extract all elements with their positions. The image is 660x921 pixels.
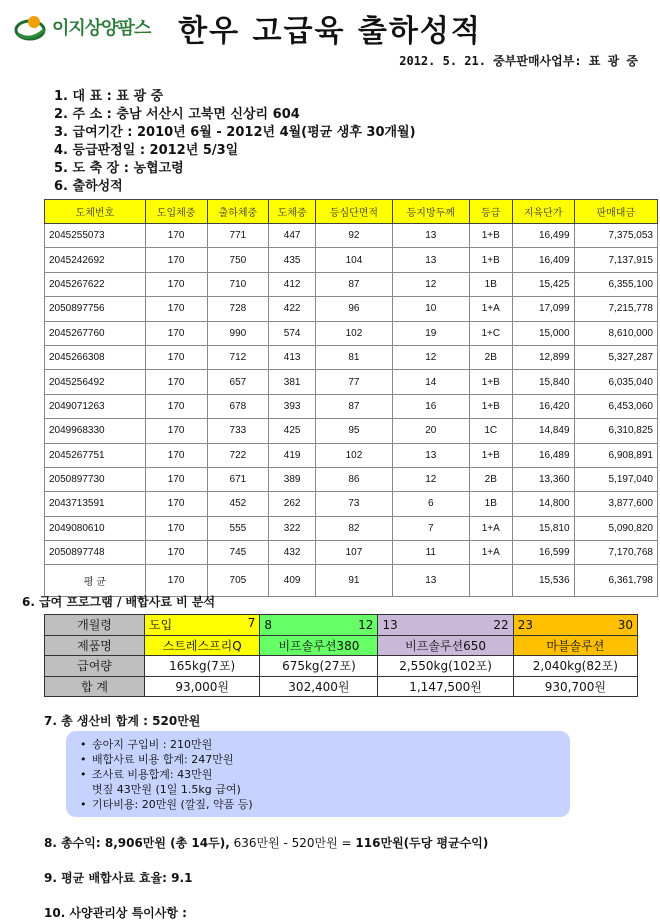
table-cell: 432 <box>269 541 316 565</box>
table-cell: 12 <box>392 345 469 369</box>
table-cell: 2050897730 <box>45 467 146 491</box>
table-cell: 705 <box>207 565 269 597</box>
table-cell: 2045267751 <box>45 443 146 467</box>
info-slaughterhouse: 5. 도 축 장 : 농협고령 <box>54 161 184 176</box>
table-cell: 12 <box>392 467 469 491</box>
total-cell: 302,400원 <box>260 676 378 697</box>
table-cell: 2045267760 <box>45 321 146 345</box>
table-cell: 20 <box>392 419 469 443</box>
table-row <box>45 370 658 394</box>
section-7-title: 7. 총 생산비 합계 : 520만원 <box>44 714 201 728</box>
column-header: 도체번호 <box>45 200 146 224</box>
table-cell: 170 <box>145 492 207 516</box>
table-cell: 389 <box>269 467 316 491</box>
table-cell: 7,170,768 <box>574 541 657 565</box>
column-header: 등심단면적 <box>316 200 393 224</box>
bullet-icon: • <box>80 753 87 766</box>
table-cell: 1+B <box>469 224 512 248</box>
column-header: 등지방두께 <box>392 200 469 224</box>
table-cell: 7,137,915 <box>574 248 657 272</box>
table-row <box>45 443 658 467</box>
table-cell: 2050897756 <box>45 297 146 321</box>
cost-sub-item: 볏짚 43만원 (1일 1.5kg 급여) <box>92 783 241 796</box>
table-cell: 170 <box>145 541 207 565</box>
row-label: 급여량 <box>45 656 145 677</box>
table-cell: 6 <box>392 492 469 516</box>
table-cell: 671 <box>207 467 269 491</box>
bullet-icon: • <box>80 798 87 811</box>
table-cell: 87 <box>316 394 393 418</box>
table-cell: 1B <box>469 272 512 296</box>
table-cell: 13 <box>392 443 469 467</box>
table-cell: 771 <box>207 224 269 248</box>
column-header: 출하체중 <box>207 200 269 224</box>
table-cell: 728 <box>207 297 269 321</box>
info-address: 2. 주 소 : 충남 서산시 고북면 신상리 604 <box>54 107 300 122</box>
column-header: 도체중 <box>269 200 316 224</box>
report-dateline: 2012. 5. 21. 중부판매사업부: 표 광 중 <box>399 54 638 68</box>
section-8-revenue <box>44 834 488 851</box>
table-cell: 1+B <box>469 370 512 394</box>
table-cell: 15,425 <box>512 272 574 296</box>
row-label: 합 계 <box>45 676 145 697</box>
table-cell: 381 <box>269 370 316 394</box>
table-cell: 322 <box>269 516 316 540</box>
revenue-total: 8. 총수익: 8,906만원 (총 14두), <box>44 836 230 850</box>
table-cell: 1+B <box>469 248 512 272</box>
amount-cell: 675kg(27포) <box>260 656 378 677</box>
table-cell: 170 <box>145 565 207 597</box>
column-header: 지육단가 <box>512 200 574 224</box>
table-cell: 12,899 <box>512 345 574 369</box>
total-cell: 930,700원 <box>513 676 637 697</box>
info-shipping-results: 6. 출하성적 <box>54 179 123 194</box>
table-cell: 170 <box>145 297 207 321</box>
shipping-results-table <box>44 199 658 597</box>
bullet-icon: • <box>80 738 87 751</box>
table-cell: 170 <box>145 248 207 272</box>
stage-start: 도입 <box>149 618 173 633</box>
table-cell: 92 <box>316 224 393 248</box>
table-cell: 2B <box>469 467 512 491</box>
total-cell: 1,147,500원 <box>378 676 513 697</box>
revenue-per-head: 116만원(두당 평균수익) <box>355 836 489 850</box>
table-cell: 170 <box>145 443 207 467</box>
table-cell: 425 <box>269 419 316 443</box>
table-cell: 170 <box>145 370 207 394</box>
section-6-title: 6. 급여 프로그램 / 배합사료 비 분석 <box>22 595 216 609</box>
table-cell: 86 <box>316 467 393 491</box>
table-cell: 5,090,820 <box>574 516 657 540</box>
table-cell: 73 <box>316 492 393 516</box>
logo-text: 이지상양팜스 <box>52 18 151 39</box>
row-label: 개월령 <box>45 615 145 636</box>
table-cell: 87 <box>316 272 393 296</box>
table-cell: 745 <box>207 541 269 565</box>
table-cell: 16,599 <box>512 541 574 565</box>
product-cell: 스트레스프리Q <box>145 635 260 656</box>
table-cell <box>469 565 512 597</box>
table-cell: 262 <box>269 492 316 516</box>
row-label: 제품명 <box>45 635 145 656</box>
table-cell: 2045267622 <box>45 272 146 296</box>
table-cell: 17,099 <box>512 297 574 321</box>
table-cell: 6,453,060 <box>574 394 657 418</box>
table-cell: 13 <box>392 248 469 272</box>
table-row <box>45 345 658 369</box>
table-row <box>45 492 658 516</box>
table-cell: 657 <box>207 370 269 394</box>
section-9-feed-efficiency: 9. 평균 배합사료 효율: 9.1 <box>44 871 193 885</box>
table-cell: 5,327,287 <box>574 345 657 369</box>
table-row <box>45 467 658 491</box>
feed-row-products <box>45 635 638 656</box>
table-cell: 1+A <box>469 297 512 321</box>
table-cell: 15,000 <box>512 321 574 345</box>
product-cell: 마블솔루션 <box>513 635 637 656</box>
cost-breakdown-box <box>66 731 570 817</box>
table-cell: 710 <box>207 272 269 296</box>
feed-row-amounts <box>45 656 638 677</box>
table-cell: 413 <box>269 345 316 369</box>
stage-cell <box>513 615 637 636</box>
table-cell: 6,310,825 <box>574 419 657 443</box>
column-header: 도입체중 <box>145 200 207 224</box>
list-item <box>80 797 570 812</box>
table-cell: 19 <box>392 321 469 345</box>
table-cell: 104 <box>316 248 393 272</box>
table-cell: 16,499 <box>512 224 574 248</box>
table-cell: 1+C <box>469 321 512 345</box>
info-feeding-period: 3. 급여기간 : 2010년 6월 - 2012년 4월(평균 생후 30개월) <box>54 125 416 140</box>
table-cell: 96 <box>316 297 393 321</box>
table-cell: 6,035,040 <box>574 370 657 394</box>
table-cell: 8,610,000 <box>574 321 657 345</box>
table-cell: 2050897748 <box>45 541 146 565</box>
feed-program-table <box>44 614 638 697</box>
table-header-row <box>45 200 658 224</box>
table-cell: 2045255073 <box>45 224 146 248</box>
bullet-icon: • <box>80 768 87 781</box>
info-grading-date: 4. 등급판정일 : 2012년 5/3일 <box>54 143 239 158</box>
stage-end: 22 <box>493 617 509 632</box>
table-body <box>45 224 658 597</box>
table-cell: 170 <box>145 419 207 443</box>
table-cell: 16 <box>392 394 469 418</box>
amount-cell: 2,040kg(82포) <box>513 656 637 677</box>
table-cell: 170 <box>145 272 207 296</box>
list-item <box>80 752 570 767</box>
table-row <box>45 321 658 345</box>
table-cell: 2049080610 <box>45 516 146 540</box>
table-row <box>45 272 658 296</box>
stage-cell <box>145 615 260 636</box>
table-cell: 2043713591 <box>45 492 146 516</box>
stage-cell <box>260 615 378 636</box>
table-cell: 95 <box>316 419 393 443</box>
table-cell: 15,810 <box>512 516 574 540</box>
table-row <box>45 516 658 540</box>
table-cell: 16,420 <box>512 394 574 418</box>
product-cell: 비프솔루션650 <box>378 635 513 656</box>
table-cell: 16,409 <box>512 248 574 272</box>
table-cell: 15,536 <box>512 565 574 597</box>
table-cell: 1+B <box>469 443 512 467</box>
table-row <box>45 394 658 418</box>
table-cell: 2045242692 <box>45 248 146 272</box>
total-cell: 93,000원 <box>145 676 260 697</box>
section-10-notes: 10. 사양관리상 특이사항 : <box>44 906 187 920</box>
table-cell: 102 <box>316 443 393 467</box>
table-cell: 422 <box>269 297 316 321</box>
table-cell: 1+B <box>469 394 512 418</box>
table-cell: 14,849 <box>512 419 574 443</box>
table-cell: 712 <box>207 345 269 369</box>
table-cell: 3,877,600 <box>574 492 657 516</box>
table-cell: 6,908,891 <box>574 443 657 467</box>
table-cell: 170 <box>145 467 207 491</box>
table-cell: 7 <box>392 516 469 540</box>
table-cell: 1C <box>469 419 512 443</box>
amount-cell: 2,550kg(102포) <box>378 656 513 677</box>
amount-cell: 165kg(7포) <box>145 656 260 677</box>
table-cell: 555 <box>207 516 269 540</box>
table-cell: 990 <box>207 321 269 345</box>
stage-start: 13 <box>382 617 398 632</box>
table-cell: 12 <box>392 272 469 296</box>
table-cell: 409 <box>269 565 316 597</box>
table-cell: 452 <box>207 492 269 516</box>
table-row <box>45 541 658 565</box>
table-cell: 7,215,778 <box>574 297 657 321</box>
table-cell: 2049968330 <box>45 419 146 443</box>
cost-item: 기타비용: 20만원 (깔짚, 약품 등) <box>92 798 253 811</box>
table-cell: 435 <box>269 248 316 272</box>
table-cell: 7,375,053 <box>574 224 657 248</box>
table-cell: 412 <box>269 272 316 296</box>
stage-start: 23 <box>517 617 533 632</box>
table-cell: 11 <box>392 541 469 565</box>
farm-info <box>54 88 416 196</box>
table-cell: 81 <box>316 345 393 369</box>
table-cell: 170 <box>145 516 207 540</box>
feed-row-totals <box>45 676 638 697</box>
table-cell: 13,360 <box>512 467 574 491</box>
table-cell: 733 <box>207 419 269 443</box>
table-cell: 1B <box>469 492 512 516</box>
table-cell: 2045256492 <box>45 370 146 394</box>
revenue-calc: 636만원 - 520만원 = <box>233 836 352 850</box>
table-cell: 170 <box>145 345 207 369</box>
table-cell: 91 <box>316 565 393 597</box>
table-cell: 2045266308 <box>45 345 146 369</box>
table-cell: 1+A <box>469 541 512 565</box>
list-item <box>80 767 570 782</box>
table-cell: 10 <box>392 297 469 321</box>
stage-cell <box>378 615 513 636</box>
table-cell: 14,800 <box>512 492 574 516</box>
table-row <box>45 419 658 443</box>
table-cell: 평 균 <box>45 565 146 597</box>
table-cell: 419 <box>269 443 316 467</box>
column-header: 등급 <box>469 200 512 224</box>
stage-start: 8 <box>264 617 273 632</box>
table-cell: 77 <box>316 370 393 394</box>
table-cell: 15,840 <box>512 370 574 394</box>
table-cell: 393 <box>269 394 316 418</box>
table-row <box>45 224 658 248</box>
table-cell: 5,197,040 <box>574 467 657 491</box>
info-representative: 1. 대 표 : 표 광 중 <box>54 89 164 104</box>
table-cell: 13 <box>392 224 469 248</box>
table-cell: 16,489 <box>512 443 574 467</box>
table-cell: 170 <box>145 224 207 248</box>
table-cell: 107 <box>316 541 393 565</box>
product-cell: 비프솔루션380 <box>260 635 378 656</box>
table-cell: 6,361,798 <box>574 565 657 597</box>
table-cell: 2049071263 <box>45 394 146 418</box>
cost-item: 송아지 구입비 : 210만원 <box>92 738 213 751</box>
table-cell: 722 <box>207 443 269 467</box>
stage-end: 7 <box>247 616 256 631</box>
table-cell: 1+A <box>469 516 512 540</box>
table-row <box>45 297 658 321</box>
table-cell: 82 <box>316 516 393 540</box>
table-cell: 678 <box>207 394 269 418</box>
cost-item: 조사료 비용합계: 43만원 <box>92 768 213 781</box>
table-cell: 447 <box>269 224 316 248</box>
page-title: 한우 고급육 출하성적 <box>178 14 482 49</box>
table-cell: 6,355,100 <box>574 272 657 296</box>
table-cell: 170 <box>145 321 207 345</box>
list-item <box>80 737 570 752</box>
table-cell: 750 <box>207 248 269 272</box>
stage-end: 30 <box>617 617 633 632</box>
table-cell: 170 <box>145 394 207 418</box>
table-cell: 2B <box>469 345 512 369</box>
table-cell: 102 <box>316 321 393 345</box>
table-cell: 574 <box>269 321 316 345</box>
feed-row-months <box>45 615 638 636</box>
column-header: 판매대금 <box>574 200 657 224</box>
cost-item: 배합사료 비용 합계: 247만원 <box>92 753 234 766</box>
table-cell: 13 <box>392 565 469 597</box>
table-row <box>45 248 658 272</box>
stage-end: 12 <box>358 617 374 632</box>
table-cell: 14 <box>392 370 469 394</box>
